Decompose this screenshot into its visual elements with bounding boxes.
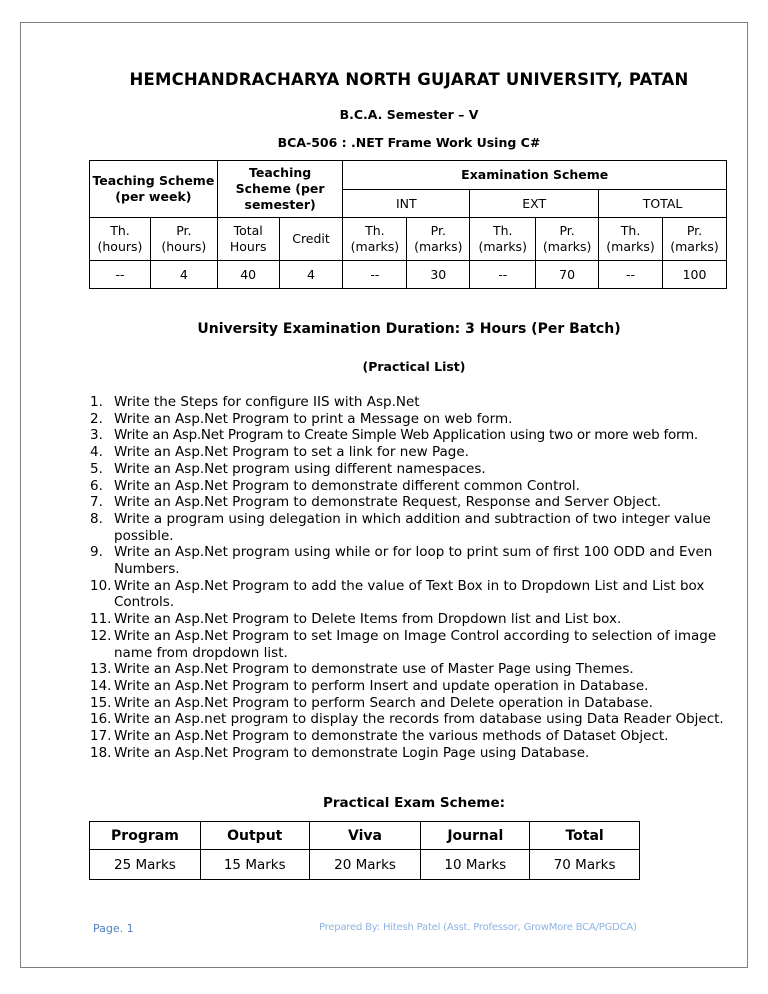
sub-header: Th. (marks): [343, 218, 407, 261]
teaching-week-header: Teaching Scheme (per week): [90, 161, 218, 218]
scheme-value: --: [90, 261, 151, 289]
teaching-semester-header: Teaching Scheme (per semester): [217, 161, 343, 218]
list-item-number: 12.: [90, 627, 112, 644]
scheme-value: --: [343, 261, 407, 289]
list-item-text: Write a program using delegation in which addition and subtraction of two integer value possible.: [114, 510, 711, 544]
list-item-number: 14.: [90, 677, 112, 694]
scheme-value: 40: [217, 261, 279, 289]
list-item: [90, 711, 750, 728]
sub-header: Credit: [279, 218, 343, 261]
list-item-number: 11.: [90, 611, 112, 628]
list-item: [90, 494, 750, 511]
sub-header: Pr. (marks): [536, 218, 599, 261]
list-item-number: 8.: [90, 510, 103, 527]
practical-list: [90, 394, 750, 761]
table-row: [90, 822, 640, 850]
list-item-text: Write the Steps for configure IIS with Asp.Net: [114, 394, 420, 410]
list-item-number: 7.: [90, 494, 103, 511]
list-item-text: Write an Asp.Net program using different namespaces.: [114, 460, 486, 477]
ext-header: EXT: [470, 190, 599, 218]
scheme-value: 100: [662, 261, 726, 289]
list-item-number: 4.: [90, 444, 103, 461]
int-header: INT: [343, 190, 470, 218]
list-item-number: 15.: [90, 694, 112, 711]
table-row: [90, 850, 640, 880]
scheme-value: 30: [407, 261, 470, 289]
list-item-number: 10.: [90, 577, 112, 594]
list-item: [90, 544, 750, 577]
total-header: TOTAL: [599, 190, 727, 218]
list-item-text: Write an Asp.net program to display the records from database using Data Reader Object.: [114, 711, 724, 728]
university-title: HEMCHANDRACHARYA NORTH GUJARAT UNIVERSITY, PATAN: [129, 70, 689, 89]
list-item: [90, 578, 750, 611]
list-item: [90, 511, 750, 544]
list-item-text: Write an Asp.Net program using while or for loop to print sum of first 100 ODD and Even Numbers.: [114, 544, 713, 578]
list-item-number: 16.: [90, 711, 112, 728]
list-item-text: Write an Asp.Net Program to demonstrate Request, Response and Server Object.: [114, 494, 662, 511]
sub-header: Th. (marks): [470, 218, 536, 261]
scheme-value: --: [470, 261, 536, 289]
list-item-text: Write an Asp.Net Program to Create Simple Web Application using two or more web form.: [114, 427, 698, 444]
list-item: [90, 478, 750, 495]
list-item-text: Write an Asp.Net Program to set a link for new Page.: [114, 444, 469, 461]
sub-header: Th. (hours): [90, 218, 151, 261]
course-heading: BCA-506 : .NET Frame Work Using C#: [277, 135, 541, 150]
list-item: [90, 661, 750, 678]
sub-header: Th. (marks): [599, 218, 663, 261]
sub-header: Pr. (marks): [407, 218, 470, 261]
teaching-scheme-table: [89, 160, 727, 289]
page-label: Page.: [93, 922, 124, 935]
list-item-text: Write an Asp.Net Program to demonstrate Login Page using Database.: [114, 744, 590, 761]
list-item: [90, 427, 750, 444]
list-item-number: 6.: [90, 477, 103, 494]
list-item: [90, 728, 750, 745]
list-item-number: 2.: [90, 410, 103, 427]
list-item-text: Write an Asp.Net Program to print a Message on web form.: [114, 410, 513, 427]
list-item: [90, 461, 750, 478]
sub-header: Total Hours: [217, 218, 279, 261]
list-item-number: 9.: [90, 544, 103, 561]
exam-header: Journal: [421, 822, 530, 850]
list-item-text: Write an Asp.Net Program to Delete Items from Dropdown list and List box.: [114, 611, 622, 628]
list-item: [90, 628, 750, 661]
list-item-number: 13.: [90, 661, 112, 678]
list-item-number: 1.: [90, 394, 103, 410]
sub-header: Pr. (hours): [150, 218, 217, 261]
exam-header: Output: [200, 822, 309, 850]
exam-header: Total: [530, 822, 640, 850]
list-item: [90, 695, 750, 712]
semester-heading: B.C.A. Semester – V: [339, 107, 479, 122]
scheme-value: 4: [150, 261, 217, 289]
list-item: [90, 394, 750, 411]
exam-value: 10 Marks: [421, 850, 530, 880]
examination-scheme-header: Examination Scheme: [343, 161, 727, 190]
practical-list-title: (Practical List): [362, 359, 466, 374]
list-item-text: Write an Asp.Net Program to add the value of Text Box in to Dropdown List and List box Controls.: [114, 577, 705, 611]
exam-duration: University Examination Duration: 3 Hours (Per Batch): [197, 321, 621, 337]
list-item-text: Write an Asp.Net Program to perform Insert and update operation in Database.: [114, 677, 649, 694]
list-item: [90, 678, 750, 695]
exam-scheme-title: Practical Exam Scheme:: [322, 795, 506, 811]
exam-value: 25 Marks: [90, 850, 201, 880]
list-item-text: Write an Asp.Net Program to demonstrate use of Master Page using Themes.: [114, 661, 634, 678]
scheme-value: 70: [536, 261, 599, 289]
exam-value: 70 Marks: [530, 850, 640, 880]
list-item: [90, 611, 750, 628]
scheme-value: 4: [279, 261, 343, 289]
list-item-text: Write an Asp.Net Program to set Image on Image Control according to selection of image name from dropdown list.: [114, 627, 717, 661]
footer-prepared-by: Prepared By: Hitesh Patel (Asst. Professor, GrowMore BCA/PGDCA): [319, 922, 637, 933]
list-item-number: 5.: [90, 460, 103, 477]
list-item: [90, 411, 750, 428]
exam-header: Viva: [309, 822, 421, 850]
list-item-text: Write an Asp.Net Program to perform Search and Delete operation in Database.: [114, 694, 653, 711]
sub-header: Pr. (marks): [662, 218, 726, 261]
practical-exam-table: [89, 821, 640, 880]
list-item: [90, 745, 750, 762]
list-item-number: 18.: [90, 744, 112, 761]
scheme-value: --: [599, 261, 663, 289]
page-number: 1: [126, 922, 134, 935]
exam-value: 20 Marks: [309, 850, 421, 880]
list-item-number: 17.: [90, 728, 112, 745]
exam-header: Program: [90, 822, 201, 850]
footer-page-number: [93, 922, 134, 935]
list-item-text: Write an Asp.Net Program to demonstrate the various methods of Dataset Object.: [114, 728, 669, 745]
exam-value: 15 Marks: [200, 850, 309, 880]
list-item: [90, 444, 750, 461]
list-item-text: Write an Asp.Net Program to demonstrate different common Control.: [114, 477, 580, 494]
list-item-number: 3.: [90, 427, 103, 444]
